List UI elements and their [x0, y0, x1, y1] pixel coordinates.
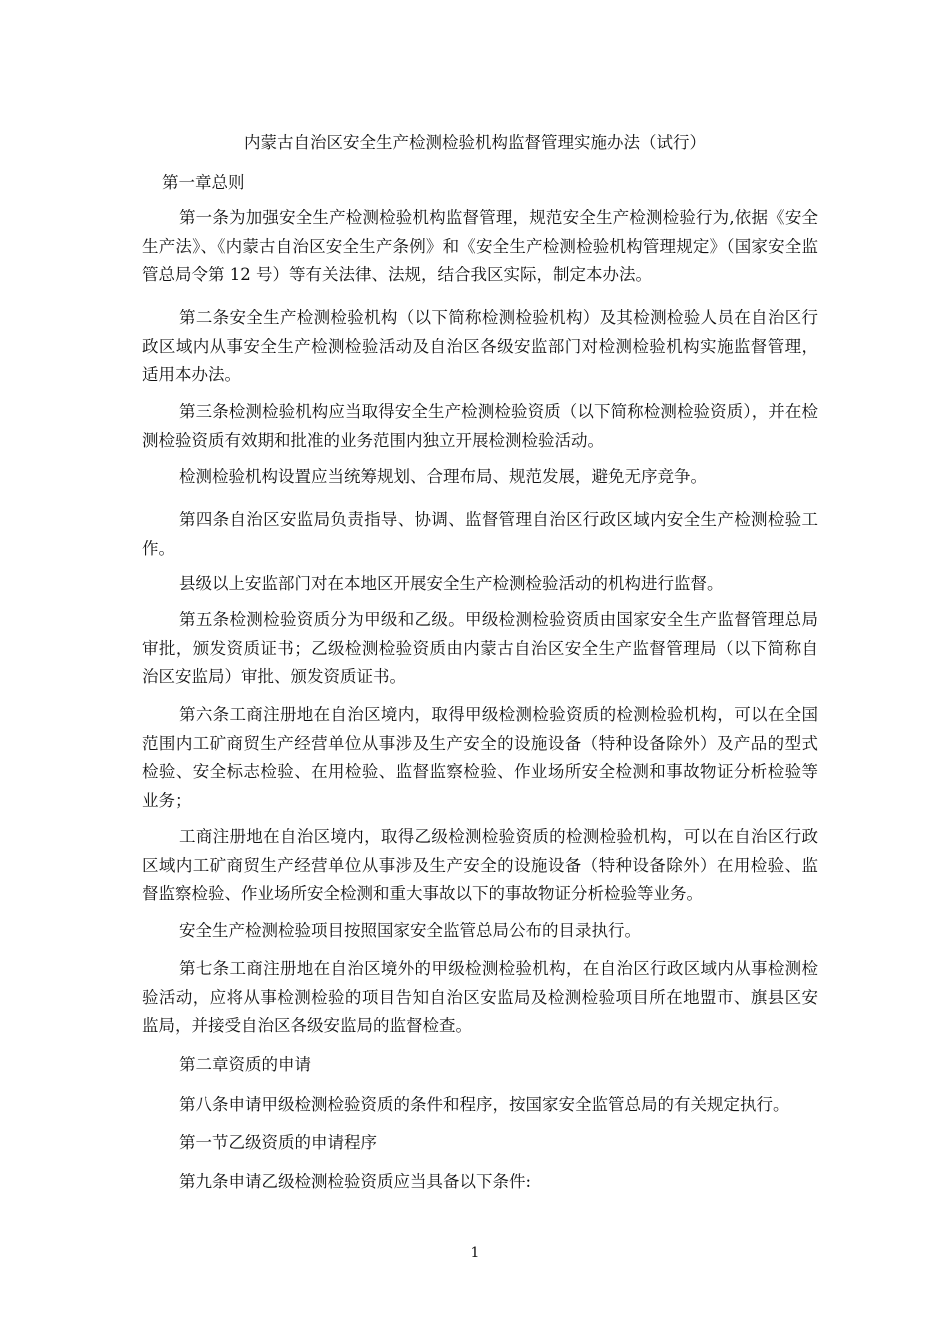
- chapter-1-heading: 第一章总则: [162, 173, 245, 192]
- article-3-paragraph: 第三条检测检验机构应当取得安全生产检测检验资质（以下简称检测检验资质），并在检测检验资质有效期和批准的业务范围内独立开展检测检验活动。: [142, 402, 818, 450]
- page-number: 1: [470, 1245, 480, 1261]
- article-5-paragraph: 第五条检测检验资质分为甲级和乙级。甲级检测检验资质由国家安全生产监督管理总局审批，颁发资质证书；乙级检测检验资质由内蒙古自治区安全生产监督管理局（以下简称自治区安监局）审批、颁发资质证书。: [142, 610, 818, 686]
- section-1-heading: 第一节乙级资质的申请程序: [179, 1133, 377, 1152]
- article-2-paragraph: 第二条安全生产检测检验机构（以下简称检测检验机构）及其检测检验人员在自治区行政区域内从事安全生产检测检验活动及自治区各级安监部门对检测检验机构实施监督管理，适用本办法。: [142, 308, 818, 384]
- article-9-paragraph: 第九条申请乙级检测检验资质应当具备以下条件:: [179, 1172, 532, 1191]
- inspection-items-paragraph: 安全生产检测检验项目按照国家安全监管总局公布的目录执行。: [179, 921, 641, 940]
- article-7-paragraph: 第七条工商注册地在自治区境外的甲级检测检验机构，在自治区行政区域内从事检测检验活动，应将从事检测检验的项目告知自治区安监局及检测检验项目所在地盟市、旗县区安监局，并接受自治区各级安监局的监督检查。: [142, 959, 818, 1035]
- article-6-paragraph: 第六条工商注册地在自治区境内，取得甲级检测检验资质的检测检验机构，可以在全国范围内工矿商贸生产经营单位从事涉及生产安全的设施设备（特种设备除外）及产品的型式检验、安全标志检验、在用检验、监督监察检验、作业场所安全检测和事故物证分析检验等业务；: [142, 705, 818, 810]
- article-6-continuation: 工商注册地在自治区境内，取得乙级检测检验资质的检测检验机构，可以在自治区行政区域内工矿商贸生产经营单位从事涉及生产安全的设施设备（特种设备除外）在用检验、监督监察检验、作业场所安全检测和重大事故以下的事故物证分析检验等业务。: [142, 827, 818, 903]
- article-4-paragraph: 第四条自治区安监局负责指导、协调、监督管理自治区行政区域内安全生产检测检验工作。: [142, 510, 818, 558]
- chapter-2-heading: 第二章资质的申请: [179, 1055, 311, 1074]
- article-4-continuation: 县级以上安监部门对在本地区开展安全生产检测检验活动的机构进行监督。: [179, 574, 724, 593]
- article-8-paragraph: 第八条申请甲级检测检验资质的条件和程序，按国家安全监管总局的有关规定执行。: [179, 1095, 790, 1114]
- article-3-continuation: 检测检验机构设置应当统筹规划、合理布局、规范发展，避免无序竞争。: [179, 467, 707, 486]
- document-title: 内蒙古自治区安全生产检测检验机构监督管理实施办法（试行）: [244, 133, 706, 152]
- article-1-paragraph: 第一条为加强安全生产检测检验机构监督管理，规范安全生产检测检验行为,依据《安全生产法》、《内蒙古自治区安全生产条例》和《安全生产检测检验机构管理规定》（国家安全监管总局令第 12 号）等有关法律、法规，结合我区实际，制定本办法。: [142, 208, 818, 284]
